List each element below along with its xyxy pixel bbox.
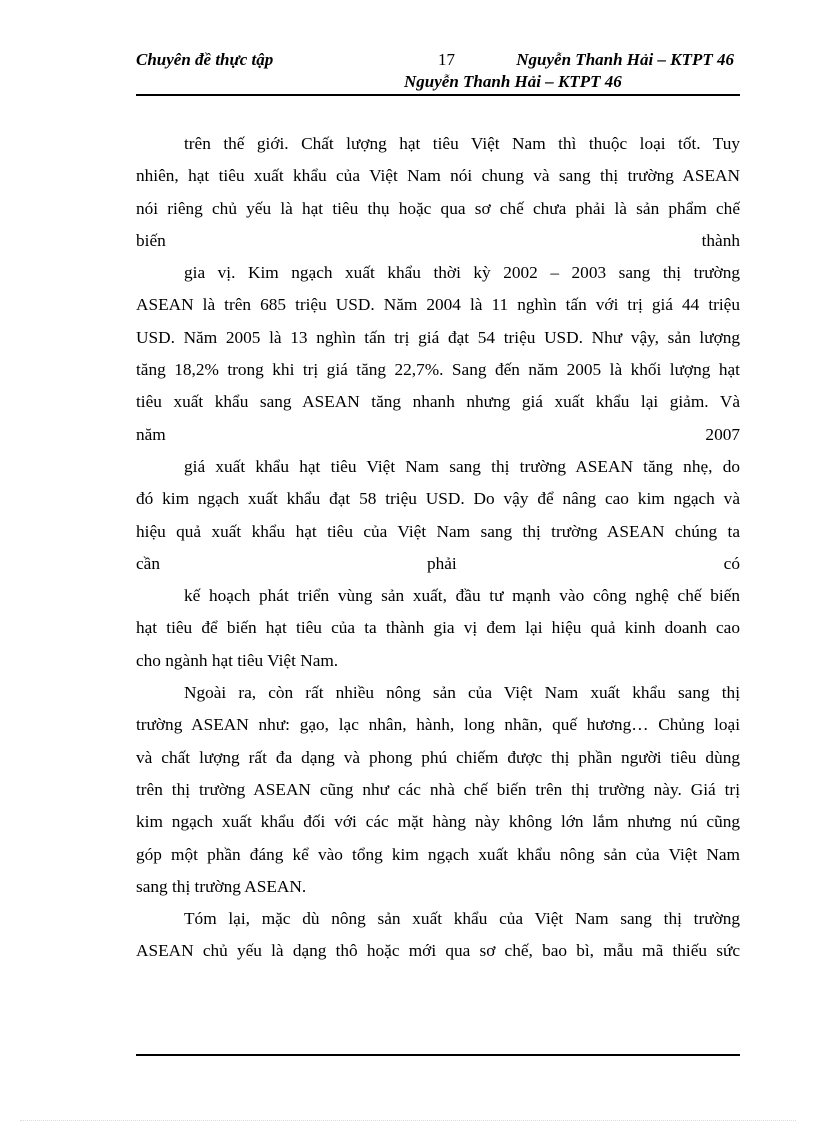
text-line: trường ASEAN như: gạo, lạc nhân, hành, long nhãn, quế hương… Chủng loại bbox=[136, 715, 740, 735]
text-line: Ngoài ra, còn rất nhiều nông sản của Việt Nam xuất khẩu sang thị bbox=[184, 683, 740, 703]
text-line: năm 2007 bbox=[136, 424, 740, 444]
page-edge-dots bbox=[20, 1120, 796, 1121]
text-line: góp một phần đáng kể vào tổng kim ngạch xuất khẩu nông sản của Việt Nam bbox=[136, 844, 740, 864]
text-line: ASEAN là trên 685 triệu USD. Năm 2004 là 11 nghìn tấn với trị giá 44 triệu bbox=[136, 295, 740, 315]
text-line: USD. Năm 2005 là 13 nghìn tấn trị giá đạt 54 triệu USD. Như vậy, sản lượng bbox=[136, 327, 740, 347]
text-line: nói riêng chủ yếu là hạt tiêu thụ hoặc qua sơ chế chưa phải là sản phẩm chế bbox=[136, 198, 740, 218]
author-line: Nguyễn Thanh Hải – KTPT 46 bbox=[516, 50, 734, 69]
author-line-repeat: Nguyễn Thanh Hải – KTPT 46 bbox=[404, 72, 622, 91]
text-line: tăng 18,2% trong khi trị giá tăng 22,7%. Sang đến năm 2005 là khối lượng hạt bbox=[136, 360, 740, 380]
text-line: gia vị. Kim ngạch xuất khẩu thời kỳ 2002 – 2003 sang thị trường bbox=[184, 263, 740, 283]
text-line: hạt tiêu để biến hạt tiêu của ta thành gia vị đem lại hiệu quả kinh doanh cao bbox=[136, 618, 740, 638]
text-line: đó kim ngạch xuất khẩu đạt 58 triệu USD. Do vậy để nâng cao kim ngạch và bbox=[136, 489, 740, 509]
text-line: giá xuất khẩu hạt tiêu Việt Nam sang thị trường ASEAN tăng nhẹ, do bbox=[184, 456, 740, 476]
text-line: tiêu xuất khẩu sang ASEAN tăng nhanh nhưng giá xuất khẩu lại giảm. Và bbox=[136, 392, 740, 412]
text-line: trên thị trường ASEAN cũng như các nhà chế biến trên thị trường này. Giá trị bbox=[136, 779, 740, 799]
text-line: Tóm lại, mặc dù nông sản xuất khẩu của Việt Nam sang thị trường bbox=[184, 909, 740, 929]
text-line: sang thị trường ASEAN. bbox=[136, 876, 307, 896]
text-line: ASEAN chủ yếu là dạng thô hoặc mới qua sơ chế, bao bì, mẫu mã thiếu sức bbox=[136, 941, 740, 961]
text-line: kế hoạch phát triển vùng sản xuất, đầu tư mạnh vào công nghệ chế biến bbox=[184, 586, 740, 606]
text-line: kim ngạch xuất khẩu đối với các mặt hàng này không lớn lắm nhưng nú cũng bbox=[136, 812, 740, 832]
text-line: và chất lượng rất đa dạng và phong phú chiếm được thị phần người tiêu dùng bbox=[136, 747, 740, 767]
page-number: 17 bbox=[438, 50, 455, 69]
footer-rule bbox=[136, 1054, 740, 1056]
document-title: Chuyên đề thực tập bbox=[136, 50, 274, 69]
text-line: hiệu quả xuất khẩu hạt tiêu của Việt Nam sang thị trường ASEAN chúng ta bbox=[136, 521, 740, 541]
text-line: cần phải có bbox=[136, 553, 740, 573]
page-header bbox=[136, 48, 740, 96]
text-line: trên thế giới. Chất lượng hạt tiêu Việt Nam thì thuộc loại tốt. Tuy bbox=[184, 134, 740, 153]
text-line: cho ngành hạt tiêu Việt Nam. bbox=[136, 650, 339, 670]
text-line: biến thành bbox=[136, 230, 740, 250]
text-line: nhiên, hạt tiêu xuất khẩu của Việt Nam nói chung và sang thị trường ASEAN bbox=[136, 166, 740, 186]
body-text bbox=[136, 128, 740, 968]
